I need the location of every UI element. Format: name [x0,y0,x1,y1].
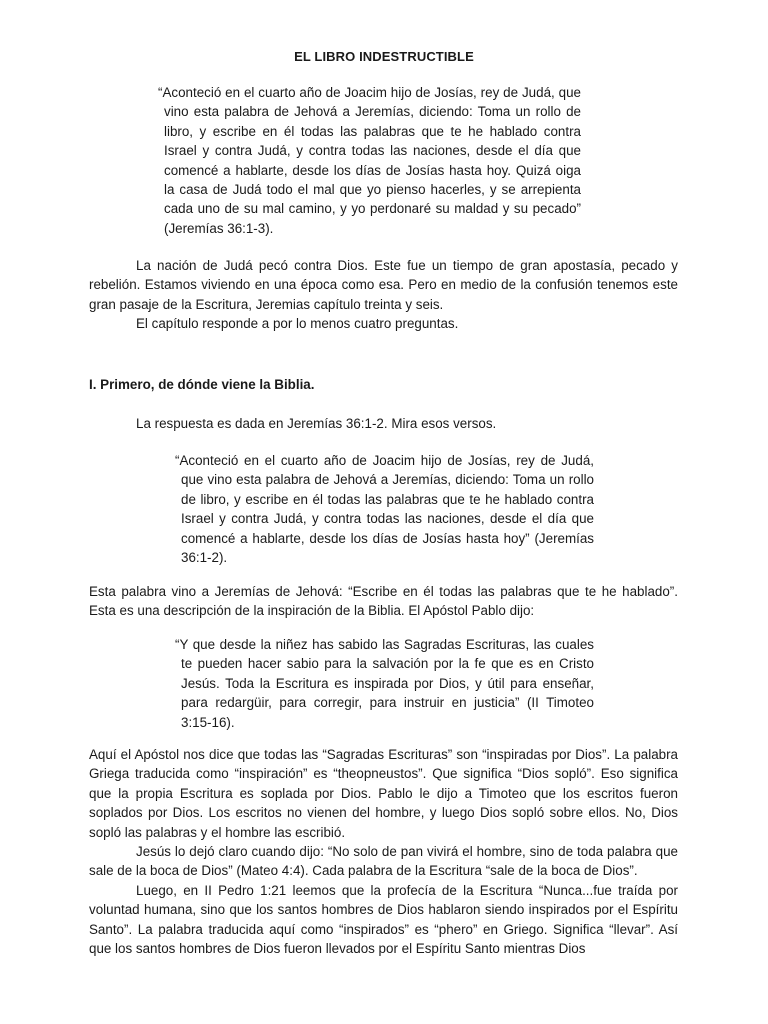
document-title: EL LIBRO INDESTRUCTIBLE [294,49,474,64]
intro-paragraph: La nación de Judá pecó contra Dios. Este fue un tiempo de gran apostasía, pecado y rebelión. Estamos viviendo en una época como esa. Pero en medio de la confusión tenemos este gran pasaje de la Escritura, Jeremias capítulo treinta y seis. [89,258,678,312]
paragraph-inspiration: Esta palabra vino a Jeremías de Jehová: “Escribe en él todas las palabras que te he hablado”. Esta es una descripción de la inspiración de la Biblia. El Apóstol Pablo dijo: [89,584,678,619]
intro-paragraph-questions: El capítulo responde a por lo menos cuatro preguntas. [136,316,459,331]
section-1-heading: I. Primero, de dónde viene la Biblia. [89,377,315,392]
paragraph-jesus: Jesús lo dejó claro cuando dijo: “No solo de pan vivirá el hombre, sino de toda palabra que sale de la boca de Dios” (Mateo 4:4). Cada palabra de la Escritura “sale de la boca de Dios”. [89,844,678,879]
section-1-lead: La respuesta es dada en Jeremías 36:1-2. Mira esos versos. [136,416,497,431]
block-quote-timoteo: “Y que desde la niñez has sabido las Sagradas Escrituras, las cuales te pueden hacer sabio para la salvación por la fe que es en Cristo Jesús. Toda la Escritura es inspirada por Dios, y útil para enseñar, para redargüir, para corregir, para instruir en justicia” (II Timoteo 3:15-16). [175,637,594,730]
paragraph-apostle: Aquí el Apóstol nos dice que todas las “Sagradas Escrituras” son “inspiradas por Dios”. La palabra Griega traducida como “inspiración” es “theopneustos”. Que significa “Dios sopló”. Eso significa que la propia Escritura es soplada por Dios. Pablo le dijo a Timoteo que los escritos fueron soplados por Dios. Los escritos no vienen del hombre, y luego Dios sopló sobre ellos. No, Dios sopló las palabras y el hombre las escribió. [89,747,678,840]
block-quote-jeremias-36-1-2: “Aconteció en el cuarto año de Joacim hijo de Josías, rey de Judá, que vino esta palabra de Jehová a Jeremías, diciendo: Toma un rollo de libro, y escribe en él todas las palabras que te he hablado contra Israel y contra Judá, y contra todas las naciones, desde el día que comencé a hablarte, desde los días de Josías hasta hoy” (Jeremías 36:1-2). [175,453,594,566]
paragraph-peter: Luego, en II Pedro 1:21 leemos que la profecía de la Escritura “Nunca...fue traída por voluntad humana, sino que los santos hombres de Dios hablaron siendo inspirados por el Espíritu Santo”. La palabra traducida aquí como “inspirados” es “phero” en Griego. Significa “llevar”. Así que los santos hombres de Dios fueron llevados por el Espíritu Santo mientras Dios [89,883,678,957]
block-quote-jeremias-36-1-3: “Aconteció en el cuarto año de Joacim hijo de Josías, rey de Judá, que vino esta palabra de Jehová a Jeremías, diciendo: Toma un rollo de libro, y escribe en él todas las palabras que te he hablado contra Israel y contra Judá, y contra todas las naciones, desde el día que comencé a hablarte, desde los días de Josías hasta hoy. Quizá oiga la casa de Judá todo el mal que yo pienso hacerles, y se arrepienta cada uno de su mal camino, y yo perdonaré su maldad y su pecado” (Jeremías 36:1-3). [158,85,581,236]
